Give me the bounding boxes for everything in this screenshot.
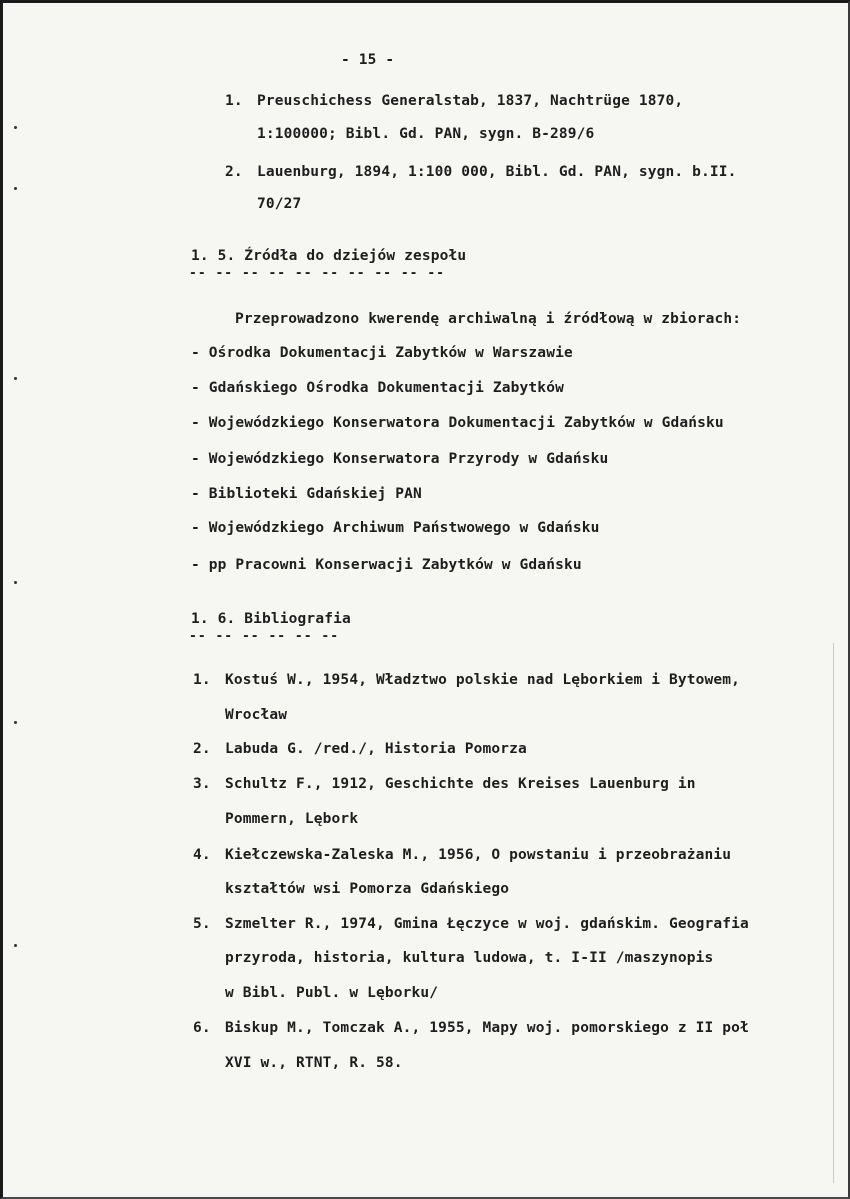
bibliography-number: 4. <box>193 847 211 863</box>
source-item: - pp Pracowni Konserwacji Zabytków w Gdańsku <box>191 557 582 573</box>
map-item-text: 1:100000; Bibl. Gd. PAN, sygn. B-289/6 <box>257 126 595 142</box>
source-item: - Wojewódzkiego Konserwatora Dokumentacji Zabytków w Gdańsku <box>191 415 724 431</box>
map-item-text: Preuschichess Generalstab, 1837, Nachtrüge 1870, <box>257 93 684 109</box>
section-heading: 1. 5. Źródła do dziejów zespołu <box>191 248 467 264</box>
bibliography-text: Labuda G. /red./, Historia Pomorza <box>225 741 527 757</box>
bibliography-text: kształtów wsi Pomorza Gdańskiego <box>225 881 510 897</box>
bibliography-text: Szmelter R., 1974, Gmina Łęczyce w woj. gdańskim. Geografia <box>225 916 749 932</box>
source-item: - Wojewódzkiego Konserwatora Przyrody w Gdańsku <box>191 451 609 467</box>
margin-dot <box>14 377 17 380</box>
heading-underline: -- -- -- -- -- -- -- -- -- -- <box>189 266 445 281</box>
bibliography-text: Kostuś W., 1954, Władztwo polskie nad Lęborkiem i Bytowem, <box>225 672 741 688</box>
sources-intro: Przeprowadzono kwerendę archiwalną i źródłową w zbiorach: <box>235 311 742 327</box>
source-item: - Wojewódzkiego Archiwum Państwowego w Gdańsku <box>191 520 600 536</box>
bibliography-number: 1. <box>193 672 211 688</box>
bibliography-text: XVI w., RTNT, R. 58. <box>225 1055 403 1071</box>
margin-dot <box>14 581 17 584</box>
margin-dot <box>14 187 17 190</box>
source-item: - Ośrodka Dokumentacji Zabytków w Warszawie <box>191 345 573 361</box>
map-item-text: Lauenburg, 1894, 1:100 000, Bibl. Gd. PAN, sygn. b.II. <box>257 164 737 180</box>
scan-edge-line <box>833 643 834 1183</box>
section-heading: 1. 6. Bibliografia <box>191 611 351 627</box>
margin-dot <box>14 721 17 724</box>
bibliography-number: 3. <box>193 776 211 792</box>
heading-underline: -- -- -- -- -- -- <box>189 629 340 644</box>
source-item: - Biblioteki Gdańskiej PAN <box>191 486 422 502</box>
bibliography-text: Wrocław <box>225 707 288 723</box>
page-number: - 15 - <box>341 52 395 68</box>
margin-dot <box>14 944 17 947</box>
margin-dot <box>14 126 17 129</box>
map-item-text: 70/27 <box>257 196 302 212</box>
bibliography-number: 6. <box>193 1020 211 1036</box>
bibliography-text: Pommern, Lębork <box>225 811 359 827</box>
map-item-number: 2. <box>225 164 243 180</box>
bibliography-text: Biskup M., Tomczak A., 1955, Mapy woj. pomorskiego z II poł <box>225 1020 749 1036</box>
bibliography-number: 2. <box>193 741 211 757</box>
bibliography-text: przyroda, historia, kultura ludowa, t. I-II /maszynopis <box>225 950 714 966</box>
source-item: - Gdańskiego Ośrodka Dokumentacji Zabytków <box>191 380 564 396</box>
bibliography-text: Schultz F., 1912, Geschichte des Kreises Lauenburg in <box>225 776 696 792</box>
bibliography-text: Kiełczewska-Zaleska M., 1956, O powstaniu i przeobrażaniu <box>225 847 732 863</box>
map-item-number: 1. <box>225 93 243 109</box>
bibliography-text: w Bibl. Publ. w Lęborku/ <box>225 985 439 1001</box>
bibliography-number: 5. <box>193 916 211 932</box>
